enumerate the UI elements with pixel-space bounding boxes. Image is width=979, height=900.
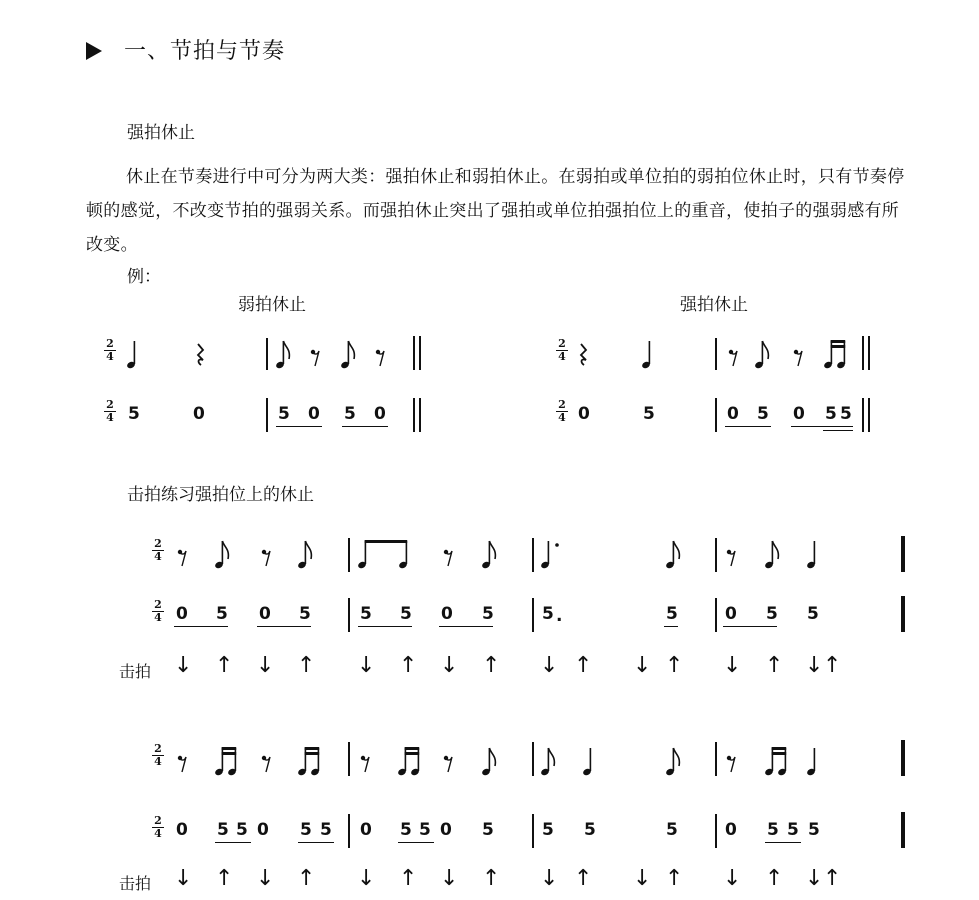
- down-arrow-icon: ↓: [805, 866, 824, 891]
- jianpu-digit: 5: [400, 820, 412, 840]
- jianpu-digit: 5: [767, 820, 779, 840]
- jianpu-digit: 5: [766, 604, 778, 624]
- jianpu-digit: 5: [840, 404, 852, 424]
- jianpu-digit: 5: [666, 604, 678, 624]
- jianpu-digit: 5: [278, 404, 290, 424]
- jianpu-digit: 5: [808, 820, 820, 840]
- jianpu-digit: 5: [666, 820, 678, 840]
- down-arrow-icon: ↓: [174, 866, 193, 891]
- down-arrow-icon: ↓: [723, 653, 742, 678]
- jianpu-digit: 5: [300, 820, 312, 840]
- up-arrow-icon: ↑: [665, 653, 684, 678]
- time-signature: 2 4: [152, 600, 164, 623]
- beat-label: 击拍: [119, 874, 152, 893]
- caption-strong-rest: 强拍休止: [680, 295, 748, 315]
- up-arrow-icon: ↑: [482, 653, 501, 678]
- jianpu-digit: 5: [216, 604, 228, 624]
- section-title: 一、节拍与节奏: [124, 39, 286, 64]
- exercise-title: 击拍练习强拍位上的休止: [127, 485, 314, 505]
- example-label: 例：: [127, 267, 161, 287]
- down-arrow-icon: ↓: [174, 653, 193, 678]
- time-signature: 2 4: [556, 339, 568, 362]
- time-signature: 2 4: [152, 539, 164, 562]
- time-signature: 2 4: [556, 400, 568, 423]
- jianpu-digit: 0: [727, 404, 739, 424]
- augmentation-dot: .: [556, 606, 563, 626]
- jianpu-digit: 0: [176, 820, 188, 840]
- jianpu-digit: 5: [807, 604, 819, 624]
- jianpu-digit: 5: [757, 404, 769, 424]
- jianpu-digit: 0: [257, 820, 269, 840]
- up-arrow-icon: ↑: [297, 866, 316, 891]
- jianpu-digit: 0: [360, 820, 372, 840]
- jianpu-digit: 5: [299, 604, 311, 624]
- jianpu-digit: 0: [441, 604, 453, 624]
- subheading: 强拍休止: [127, 123, 195, 143]
- down-arrow-icon: ↓: [805, 653, 824, 678]
- jianpu-digit: 5: [584, 820, 596, 840]
- jianpu-digit: 0: [725, 820, 737, 840]
- time-signature: 2 4: [152, 744, 164, 767]
- jianpu-digit: 0: [725, 604, 737, 624]
- jianpu-digit: 0: [440, 820, 452, 840]
- time-signature: 2 4: [152, 816, 164, 839]
- down-arrow-icon: ↓: [357, 866, 376, 891]
- jianpu-digit: 0: [176, 604, 188, 624]
- down-arrow-icon: ↓: [633, 866, 652, 891]
- jianpu-digit: 5: [236, 820, 248, 840]
- time-signature: 2 4: [104, 400, 116, 423]
- up-arrow-icon: ↑: [823, 866, 842, 891]
- down-arrow-icon: ↓: [256, 866, 275, 891]
- up-arrow-icon: ↑: [765, 653, 784, 678]
- jianpu-digit: 5: [825, 404, 837, 424]
- down-arrow-icon: ↓: [633, 653, 652, 678]
- caption-weak-rest: 弱拍休止: [238, 295, 306, 315]
- down-arrow-icon: ↓: [357, 653, 376, 678]
- jianpu-digit: 0: [308, 404, 320, 424]
- jianpu-digit: 5: [360, 604, 372, 624]
- up-arrow-icon: ↑: [665, 866, 684, 891]
- up-arrow-icon: ↑: [765, 866, 784, 891]
- paragraph: 休止在节奏进行中可分为两大类：强拍休止和弱拍休止。在弱拍或单位拍的弱拍位休止时，只有节奏停顿的感觉，不改变节拍的强弱关系。而强拍休止突出了强拍或单位拍强拍位上的重音，使拍子的强弱感有所改变。: [86, 167, 905, 255]
- jianpu-digit: 0: [193, 404, 205, 424]
- time-signature: 2 4: [104, 339, 116, 362]
- jianpu-digit: 5: [128, 404, 140, 424]
- jianpu-digit: 0: [374, 404, 386, 424]
- up-arrow-icon: ↑: [399, 653, 418, 678]
- down-arrow-icon: ↓: [256, 653, 275, 678]
- jianpu-digit: 5: [482, 604, 494, 624]
- down-arrow-icon: ↓: [540, 866, 559, 891]
- jianpu-digit: 5: [542, 820, 554, 840]
- jianpu-digit: 0: [259, 604, 271, 624]
- jianpu-digit: 5: [643, 404, 655, 424]
- up-arrow-icon: ↑: [297, 653, 316, 678]
- down-arrow-icon: ↓: [540, 653, 559, 678]
- jianpu-digit: 0: [578, 404, 590, 424]
- jianpu-digit: 5: [217, 820, 229, 840]
- up-arrow-icon: ↑: [574, 866, 593, 891]
- up-arrow-icon: ↑: [482, 866, 501, 891]
- up-arrow-icon: ↑: [574, 653, 593, 678]
- up-arrow-icon: ↑: [215, 866, 234, 891]
- jianpu-digit: 5: [482, 820, 494, 840]
- up-arrow-icon: ↑: [215, 653, 234, 678]
- jianpu-digit: 5: [344, 404, 356, 424]
- down-arrow-icon: ↓: [440, 653, 459, 678]
- up-arrow-icon: ↑: [823, 653, 842, 678]
- down-arrow-icon: ↓: [440, 866, 459, 891]
- jianpu-digit: 5: [787, 820, 799, 840]
- jianpu-digit: 5: [400, 604, 412, 624]
- down-arrow-icon: ↓: [723, 866, 742, 891]
- beat-label: 击拍: [119, 662, 152, 681]
- jianpu-digit: 5: [542, 604, 554, 624]
- jianpu-digit: 5: [320, 820, 332, 840]
- up-arrow-icon: ↑: [399, 866, 418, 891]
- jianpu-digit: 5: [419, 820, 431, 840]
- jianpu-digit: 0: [793, 404, 805, 424]
